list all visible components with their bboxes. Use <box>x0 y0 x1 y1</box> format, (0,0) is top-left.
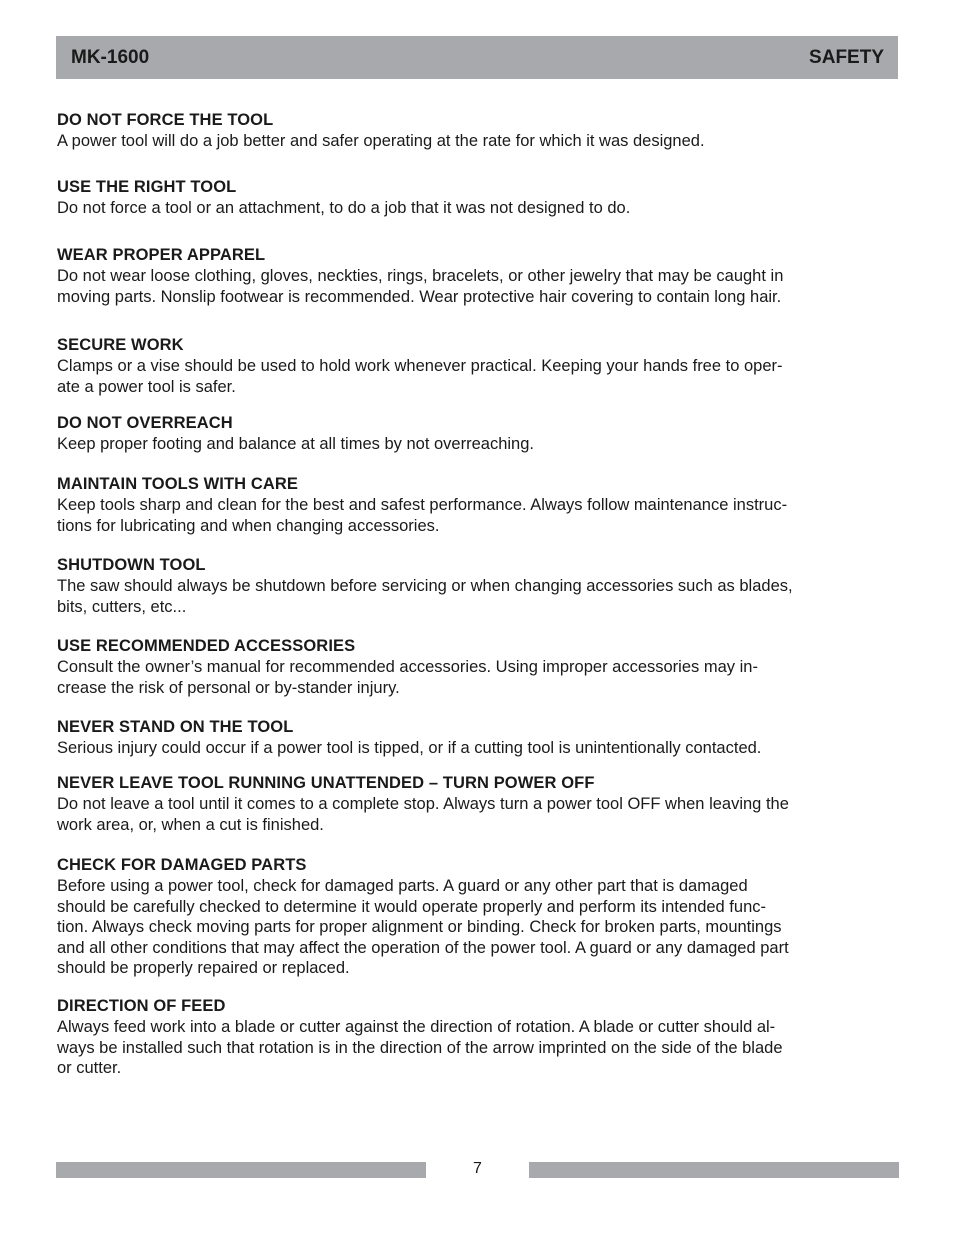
section-body: Consult the owner’s manual for recommended accessories. Using improper accessories may in- crease the risk of personal or by-stander injury. <box>57 658 758 697</box>
section-heading: USE RECOMMENDED ACCESSORIES <box>57 637 356 655</box>
safety-section-damaged-parts <box>57 855 899 979</box>
safety-section-overreach <box>57 413 899 455</box>
section-heading: MAINTAIN TOOLS WITH CARE <box>57 475 299 493</box>
section-body: Serious injury could occur if a power tool is tipped, or if a cutting tool is unintentionally contacted. <box>57 739 762 757</box>
section-heading: WEAR PROPER APPAREL <box>57 246 266 264</box>
section-body: Do not wear loose clothing, gloves, neckties, rings, bracelets, or other jewelry that may be caught in moving parts. Nonslip footwear is recommended. Wear protective hair covering to contain long hair. <box>57 267 784 306</box>
section-heading: NEVER STAND ON THE TOOL <box>57 718 294 736</box>
section-body: The saw should always be shutdown before servicing or when changing accessories such as blades, bits, cutters, etc... <box>57 577 793 616</box>
safety-section-maintain <box>57 474 899 536</box>
page-number: 7 <box>473 1160 482 1177</box>
safety-section-never-stand <box>57 717 899 759</box>
section-heading: SHUTDOWN TOOL <box>57 556 206 574</box>
model-title: MK-1600 <box>71 46 150 68</box>
safety-section-direction-of-feed <box>57 996 899 1079</box>
section-heading: DO NOT OVERREACH <box>57 414 233 432</box>
safety-section-unattended <box>57 773 899 835</box>
section-body: Keep tools sharp and clean for the best and safest performance. Always follow maintenance instruc- tions for lubricating and when changing accessories. <box>57 496 788 535</box>
section-heading: NEVER LEAVE TOOL RUNNING UNATTENDED – TURN POWER OFF <box>57 774 595 792</box>
section-body: A power tool will do a job better and safer operating at the rate for which it was designed. <box>57 132 705 150</box>
section-title: SAFETY <box>809 46 884 68</box>
section-heading: SECURE WORK <box>57 336 184 354</box>
section-heading: DO NOT FORCE THE TOOL <box>57 111 274 129</box>
safety-section-do-not-force <box>57 110 899 152</box>
section-heading: DIRECTION OF FEED <box>57 997 226 1015</box>
safety-section-secure-work <box>57 335 899 397</box>
section-body: Always feed work into a blade or cutter against the direction of rotation. A blade or cutter should al- ways be installed such that rotation is in the direction of the arrow imprinted on the side of the blade or cutter. <box>57 1018 783 1077</box>
footer-bar-left <box>56 1162 426 1178</box>
safety-section-accessories <box>57 636 899 698</box>
safety-section-shutdown <box>57 555 899 617</box>
section-body: Do not leave a tool until it comes to a complete stop. Always turn a power tool OFF when leaving the work area, or, when a cut is finished. <box>57 795 789 834</box>
safety-section-right-tool <box>57 177 899 219</box>
section-body: Keep proper footing and balance at all times by not overreaching. <box>57 435 534 453</box>
section-body: Do not force a tool or an attachment, to do a job that it was not designed to do. <box>57 199 631 217</box>
header-bar <box>56 36 898 79</box>
section-body: Clamps or a vise should be used to hold work whenever practical. Keeping your hands free to oper- ate a power tool is safer. <box>57 357 783 396</box>
footer-bar-right <box>529 1162 899 1178</box>
section-heading: USE THE RIGHT TOOL <box>57 178 237 196</box>
safety-section-apparel <box>57 245 899 307</box>
section-heading: CHECK FOR DAMAGED PARTS <box>57 856 307 874</box>
section-body: Before using a power tool, check for damaged parts. A guard or any other part that is damaged should be carefully checked to determine it would operate properly and perform its intended func- tion. Always check moving parts for proper alignment or binding. Check for broken parts, mountings and all other conditions that may affect the operation of the power tool. A guard or any damaged part should be properly repaired or replaced. <box>57 877 789 977</box>
